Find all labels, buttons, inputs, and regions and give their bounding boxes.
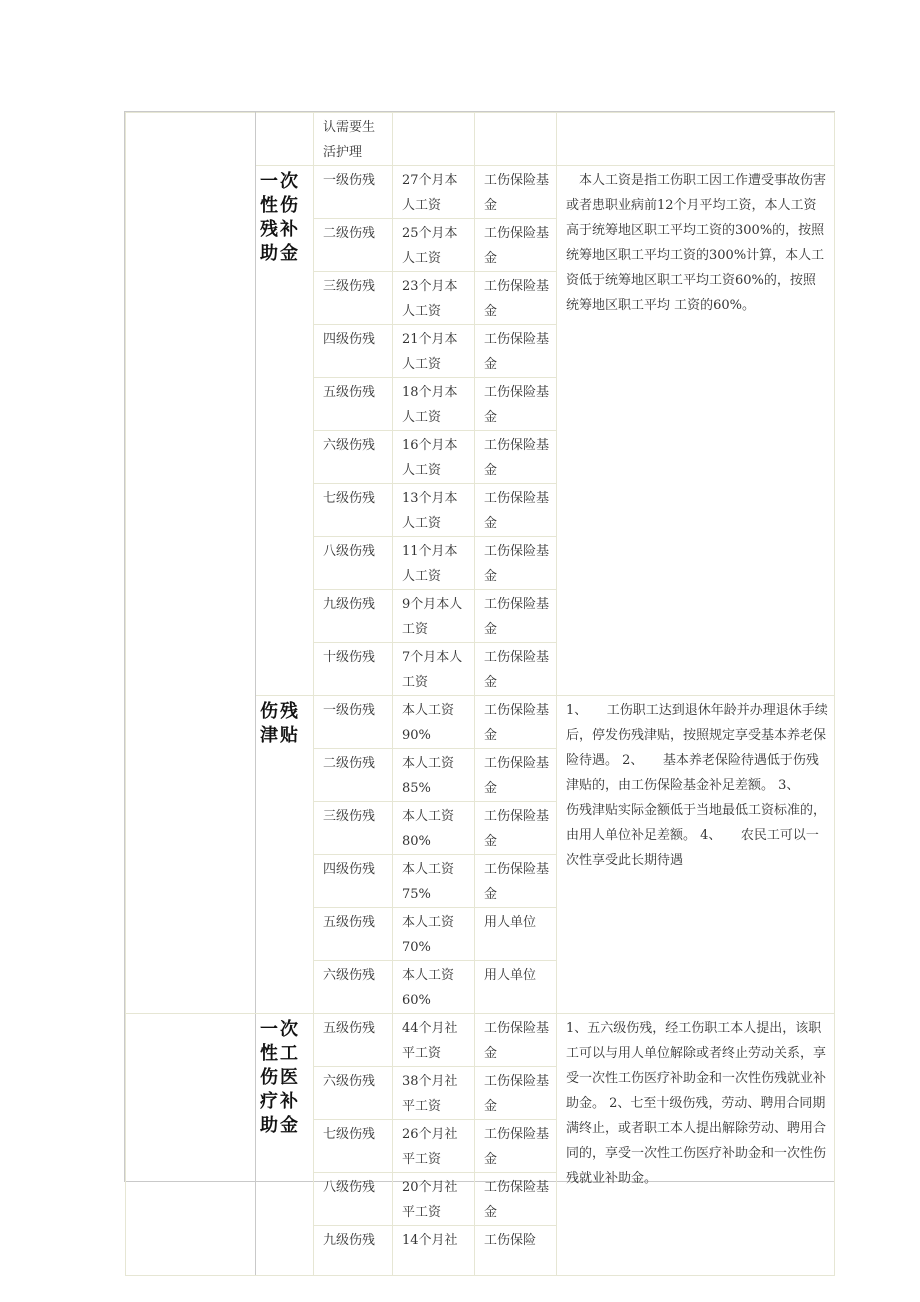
- source-cell: 工伤保险基金: [475, 378, 557, 431]
- source-cell: 工伤保险基金: [475, 1173, 557, 1226]
- level-cell: 七级伤残: [314, 484, 393, 537]
- amount-cell: 本人工资85%: [393, 749, 475, 802]
- note-cell: [557, 113, 835, 166]
- source-cell: [475, 113, 557, 166]
- amount-cell: 13个月本人工资: [393, 484, 475, 537]
- source-cell: 工伤保险基金: [475, 590, 557, 643]
- amount-cell: 本人工资80%: [393, 802, 475, 855]
- source-cell: 工伤保险基金: [475, 1067, 557, 1120]
- level-cell: 三级伤残: [314, 272, 393, 325]
- level-cell: 四级伤残: [314, 325, 393, 378]
- amount-cell: 本人工资60%: [393, 961, 475, 1014]
- amount-cell: 9个月本人工资: [393, 590, 475, 643]
- note-average-wage: 本人工资是指工伤职工因工作遭受事故伤害或者患职业病前12个月平均工资，本人工资高于统筹地区职工平均工资的300%的，按照统筹地区职工平均工资的300%计算，本人工资低于统筹地区职工平均工资60%的，按照统筹地区职工平均 工资的60%。: [557, 166, 835, 696]
- level-cell: 六级伤残: [314, 1067, 393, 1120]
- table-row: [126, 113, 835, 166]
- level-cell: 二级伤残: [314, 749, 393, 802]
- level-cell: 二级伤残: [314, 219, 393, 272]
- source-cell: 工伤保险基金: [475, 219, 557, 272]
- benefits-table: [125, 112, 835, 1276]
- category-cell-empty: [256, 113, 314, 166]
- amount-cell: 7个月本人工资: [393, 643, 475, 696]
- amount-cell: 44个月社平工资: [393, 1014, 475, 1067]
- source-cell: 工伤保险基金: [475, 166, 557, 219]
- category-medical-subsidy: 一次性工伤医疗补助金: [256, 1014, 314, 1276]
- amount-cell: 23个月本人工资: [393, 272, 475, 325]
- amount-cell: 本人工资75%: [393, 855, 475, 908]
- level-cell: 九级伤残: [314, 590, 393, 643]
- source-cell: 工伤保险基金: [475, 484, 557, 537]
- amount-cell: 21个月本人工资: [393, 325, 475, 378]
- source-cell: 工伤保险基金: [475, 1120, 557, 1173]
- note-medical-subsidy: 1、五六级伤残，经工伤职工本人提出，该职工可以与用人单位解除或者终止劳动关系，享受一次性工伤医疗补助金和一次性伤残就业补助金。 2、七至十级伤残，劳动、聘用合同期满终止，或者职工本人提出解除劳动、聘用合同的，享受一次性工伤医疗补助金和一次性伤残就业补助金。: [557, 1014, 835, 1276]
- amount-cell: 25个月本人工资: [393, 219, 475, 272]
- level-cell: 五级伤残: [314, 378, 393, 431]
- level-cell: 一级伤残: [314, 696, 393, 749]
- category-disability-allowance: 伤残津贴: [256, 696, 314, 1014]
- source-cell: 工伤保险基金: [475, 537, 557, 590]
- level-cell: 十级伤残: [314, 643, 393, 696]
- source-cell: 工伤保险基金: [475, 749, 557, 802]
- amount-cell: 本人工资90%: [393, 696, 475, 749]
- outer-left-cell: [126, 113, 256, 1014]
- source-cell: 工伤保险基金: [475, 272, 557, 325]
- amount-cell: 18个月本人工资: [393, 378, 475, 431]
- amount-cell: 本人工资70%: [393, 908, 475, 961]
- amount-cell: 27个月本人工资: [393, 166, 475, 219]
- level-cell: 八级伤残: [314, 1173, 393, 1226]
- source-cell: 用人单位: [475, 961, 557, 1014]
- source-cell: 用人单位: [475, 908, 557, 961]
- source-cell: 工伤保险基金: [475, 855, 557, 908]
- amount-cell: 11个月本人工资: [393, 537, 475, 590]
- benefits-table-frame: [124, 111, 835, 1248]
- amount-cell: 26个月社平工资: [393, 1120, 475, 1173]
- note-allowance-rules: 1、 工伤职工达到退休年龄并办理退休手续后，停发伤残津贴，按照规定享受基本养老保险待遇。 2、 基本养老保险待遇低于伤残津贴的，由工伤保险基金补足差额。 3、 伤残津贴实际金额低于当地最低工资标准的，由用人单位补足差额。 4、 农民工可以一次性享受此长期待遇: [557, 696, 835, 1014]
- source-cell: 工伤保险基金: [475, 431, 557, 484]
- level-cell: 三级伤残: [314, 802, 393, 855]
- level-cell: 一级伤残: [314, 166, 393, 219]
- amount-cell: 38个月社平工资: [393, 1067, 475, 1120]
- level-cell: 认需要生活护理: [314, 113, 393, 166]
- source-cell: 工伤保险基金: [475, 1014, 557, 1067]
- level-cell: 七级伤残: [314, 1120, 393, 1173]
- source-cell: 工伤保险基金: [475, 643, 557, 696]
- source-cell: 工伤保险基金: [475, 696, 557, 749]
- table-row: [126, 1014, 835, 1067]
- amount-cell: 20个月社平工资: [393, 1173, 475, 1226]
- amount-cell: 16个月本人工资: [393, 431, 475, 484]
- source-cell: 工伤保险基金: [475, 325, 557, 378]
- level-cell: 四级伤残: [314, 855, 393, 908]
- outer-left-cell: [126, 1014, 256, 1276]
- source-cell: 工伤保险: [475, 1226, 557, 1276]
- level-cell: 六级伤残: [314, 431, 393, 484]
- level-cell: 九级伤残: [314, 1226, 393, 1276]
- category-disability-lump-sum: 一次性伤残补助金: [256, 166, 314, 696]
- level-cell: 五级伤残: [314, 908, 393, 961]
- level-cell: 八级伤残: [314, 537, 393, 590]
- amount-cell: 14个月社: [393, 1226, 475, 1276]
- level-cell: 六级伤残: [314, 961, 393, 1014]
- amount-cell: [393, 113, 475, 166]
- source-cell: 工伤保险基金: [475, 802, 557, 855]
- level-cell: 五级伤残: [314, 1014, 393, 1067]
